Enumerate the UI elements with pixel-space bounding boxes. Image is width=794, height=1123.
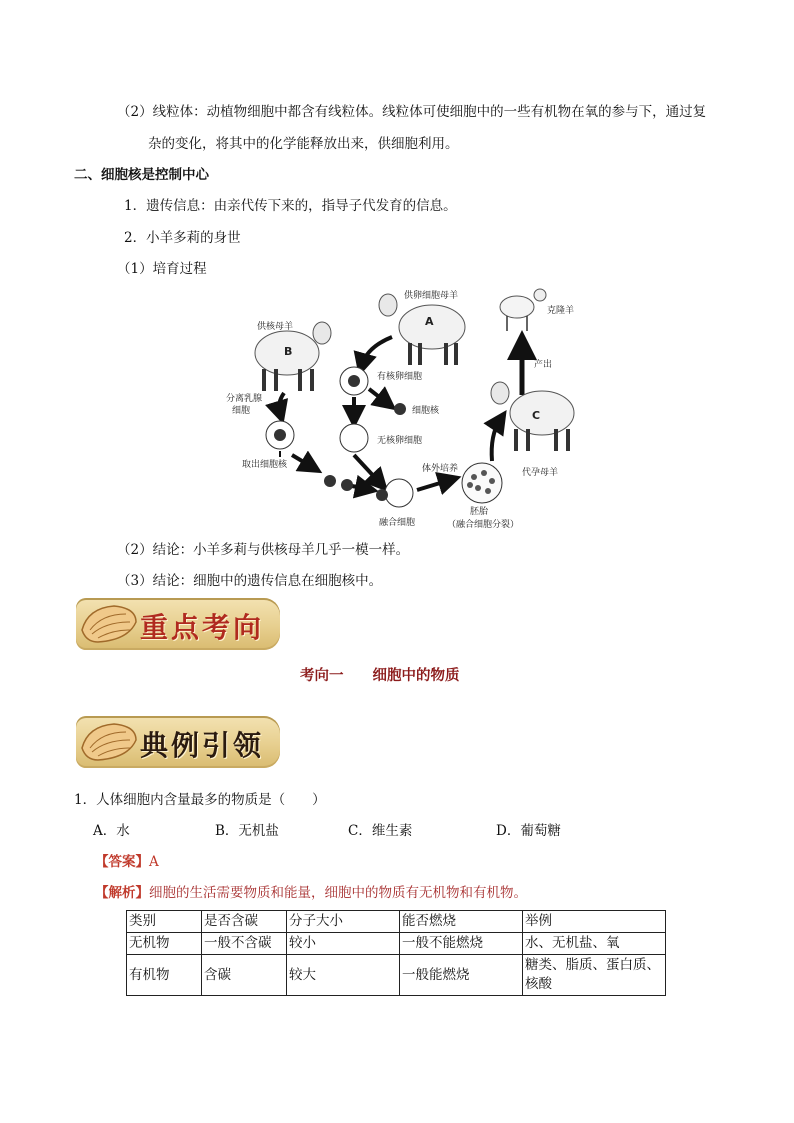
label-c: C xyxy=(532,409,541,422)
conclusion-1: （2）结论：小羊多莉与供核母羊几乎一模一样。 xyxy=(117,542,410,558)
answer-label: 【答案】 xyxy=(95,854,149,870)
conclusion-2: （3）结论：细胞中的遗传信息在细胞核中。 xyxy=(117,573,383,589)
label-take-nucleus: 取出细胞核 xyxy=(242,460,288,470)
sub-item-process: （1）培育过程 xyxy=(117,261,207,277)
sheep-b-icon xyxy=(255,322,331,391)
label-embryo: 胚胎 xyxy=(470,507,489,517)
question: 1．人体细胞内含量最多的物质是（ ） xyxy=(74,792,326,808)
table-header: 能否燃烧 xyxy=(400,911,523,933)
answer xyxy=(95,852,159,872)
clone-lamb-icon xyxy=(500,289,546,331)
table-cell: 一般不能燃烧 xyxy=(400,933,523,955)
table-header-row xyxy=(127,911,666,933)
label-fused: 融合细胞 xyxy=(379,518,416,528)
label-produce: 产出 xyxy=(534,360,553,370)
embryo-icon xyxy=(462,463,502,503)
section-heading: 二、细胞核是控制中心 xyxy=(74,167,209,183)
direction-title: 考向一 细胞中的物质 xyxy=(300,667,460,684)
option-b: B．无机盐 xyxy=(215,823,279,839)
table-cell: 有机物 xyxy=(127,955,202,996)
label-anucleate-egg: 无核卵细胞 xyxy=(377,436,423,446)
sheep-a-icon xyxy=(379,294,465,365)
shell-icon xyxy=(78,600,140,648)
banner-example xyxy=(76,716,280,768)
label-embryo-sub: （融合细胞分裂） xyxy=(447,520,520,530)
label-nucleus: 细胞核 xyxy=(412,406,440,416)
paragraph-mitochondria-line2: 杂的变化，将其中的化学能释放出来，供细胞利用。 xyxy=(148,136,459,152)
table-cell-multiline xyxy=(523,955,666,996)
table-header: 类别 xyxy=(127,911,202,933)
option-a: A．水 xyxy=(93,823,130,839)
table-cell: 一般不含碳 xyxy=(202,933,287,955)
substance-table xyxy=(126,910,666,996)
analysis xyxy=(95,883,527,903)
table-header: 是否含碳 xyxy=(202,911,287,933)
table-cell: 水、无机盐、氧 xyxy=(523,933,666,955)
table-cell-line: 糖类、脂质、蛋白质、 xyxy=(525,957,660,973)
label-separate: 分离乳腺 xyxy=(226,394,263,404)
label-nucleated-egg: 有核卵细胞 xyxy=(377,372,423,382)
banner-title: 典例引领 xyxy=(140,729,265,762)
table-cell: 无机物 xyxy=(127,933,202,955)
banner-key-directions xyxy=(76,598,280,650)
table-header: 分子大小 xyxy=(287,911,400,933)
table-row xyxy=(127,955,666,996)
option-d: D．葡萄糖 xyxy=(496,823,561,839)
label-donor-nucleus: 供核母羊 xyxy=(257,322,294,332)
label-a: A xyxy=(425,315,434,328)
table-row xyxy=(127,933,666,955)
table-header: 举例 xyxy=(523,911,666,933)
label-donor-egg: 供卵细胞母羊 xyxy=(404,291,459,301)
label-cell: 细胞 xyxy=(232,406,251,416)
analysis-text: 细胞的生活需要物质和能量，细胞中的物质有无机物和有机物。 xyxy=(149,885,527,901)
table-cell: 较小 xyxy=(287,933,400,955)
list-item-genetic-info: 1．遗传信息：由亲代传下来的，指导子代发育的信息。 xyxy=(124,198,457,214)
label-clone: 克隆羊 xyxy=(547,306,575,316)
label-surrogate: 代孕母羊 xyxy=(522,468,559,478)
label-culture: 体外培养 xyxy=(422,464,459,474)
table-cell: 一般能燃烧 xyxy=(400,955,523,996)
banner-title: 重点考向 xyxy=(140,611,265,644)
cloning-diagram xyxy=(222,285,592,530)
label-b: B xyxy=(284,345,293,358)
table-cell: 含碳 xyxy=(202,955,287,996)
table-cell-line: 核酸 xyxy=(525,976,552,992)
paragraph-mitochondria-line1: （2）线粒体：动植物细胞中都含有线粒体。线粒体可使细胞中的一些有机物在氧的参与下，通过复 xyxy=(117,104,707,120)
answer-value: A xyxy=(149,854,159,870)
shell-icon xyxy=(78,718,140,766)
list-item-dolly: 2．小羊多莉的身世 xyxy=(124,230,241,246)
analysis-label: 【解析】 xyxy=(95,885,149,901)
table-cell: 较大 xyxy=(287,955,400,996)
option-c: C．维生素 xyxy=(348,823,413,839)
